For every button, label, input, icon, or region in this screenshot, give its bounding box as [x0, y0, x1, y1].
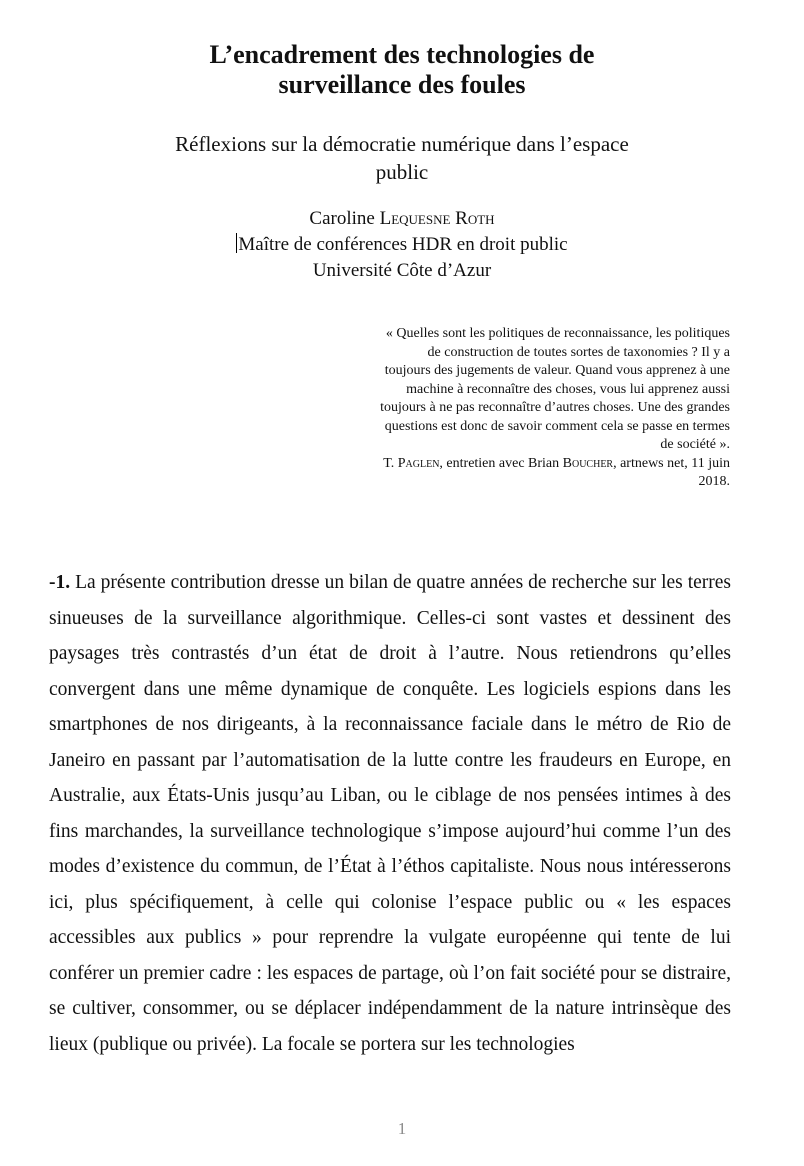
epigraph — [380, 325, 730, 492]
paragraph-number: -1. — [49, 572, 71, 593]
attr-author: Paglen — [397, 455, 440, 471]
attr-middle: , entretien avec Brian — [439, 455, 563, 471]
attr-prefix: T. — [383, 455, 398, 471]
document-title — [0, 40, 804, 100]
author-position-line[interactable] — [0, 232, 804, 258]
page-number: 1 — [397, 1119, 407, 1138]
subtitle-line-1: Réflexions sur la démocratie numérique dans l’espace — [175, 132, 629, 156]
author-affiliation: Université Côte d’Azur — [312, 260, 492, 281]
epigraph-quote: « Quelles sont les politiques de reconnaissance, les politiques de construction de toutes sortes de taxonomies ? Il y a toujours des jugements de valeur. Quand vous apprenez à une machine à reconnaître des choses, vous lui apprenez aussi toujours à ne pas reconnaître d’autres choses. Une des grandes questions est donc de savoir comment cela se passe en termes de société ». — [380, 326, 730, 452]
paragraph-text: La présente contribution dresse un bilan de quatre années de recherche sur les terres sinueuses de la surveillance algorithmique. Celles-ci sont vastes et dessinent des paysages très contrastés d’un état de droit à l’autre. Nous retiendrons qu’elles convergent dans une même dynamique de conquête. Les logiciels espions dans les smartphones de nos dirigeants, à la reconnaissance faciale dans le métro de Rio de Janeiro en passant par l’automatisation de la lutte contre les fraudeurs en Europe, en Australie, aux États-Unis jusqu’au Liban, ou le ciblage de nos pensées intimes à des fins marchandes, la surveillance technologique s’impose aujourd’hui comme l’un des modes d’existence du commun, de l’État à l’éthos capitaliste. Nous nous intéresserons ici, plus spécifiquement, à celle qui colonise l’espace public ou « les espaces accessibles aux publics » pour reprendre la vulgate européenne qui tente de lui conférer un premier cadre : les espaces de partage, où l’on fait société pour se distraire, se cultiver, consommer, ou se déplacer indépendamment de la nature intrinsèque des lieux (publique ou privée). La focale se portera sur les technologies — [49, 572, 732, 1055]
body-paragraph — [49, 565, 731, 1062]
document-subtitle — [130, 130, 674, 186]
author-last-name: Lequesne Roth — [379, 208, 495, 229]
attr-interviewer: Boucher — [562, 455, 614, 471]
title-line-1: L’encadrement des technologies de — [209, 40, 595, 69]
author-name — [0, 206, 804, 232]
attr-suffix: , artnews net, 11 juin 2018. — [613, 455, 730, 489]
author-block — [0, 206, 804, 284]
author-position: Maître de conférences HDR en droit public — [238, 234, 568, 255]
subtitle-line-2: public — [375, 160, 429, 184]
title-line-2: surveillance des foules — [278, 70, 526, 99]
author-first-name: Caroline — [309, 208, 375, 229]
epigraph-attribution — [380, 455, 730, 492]
